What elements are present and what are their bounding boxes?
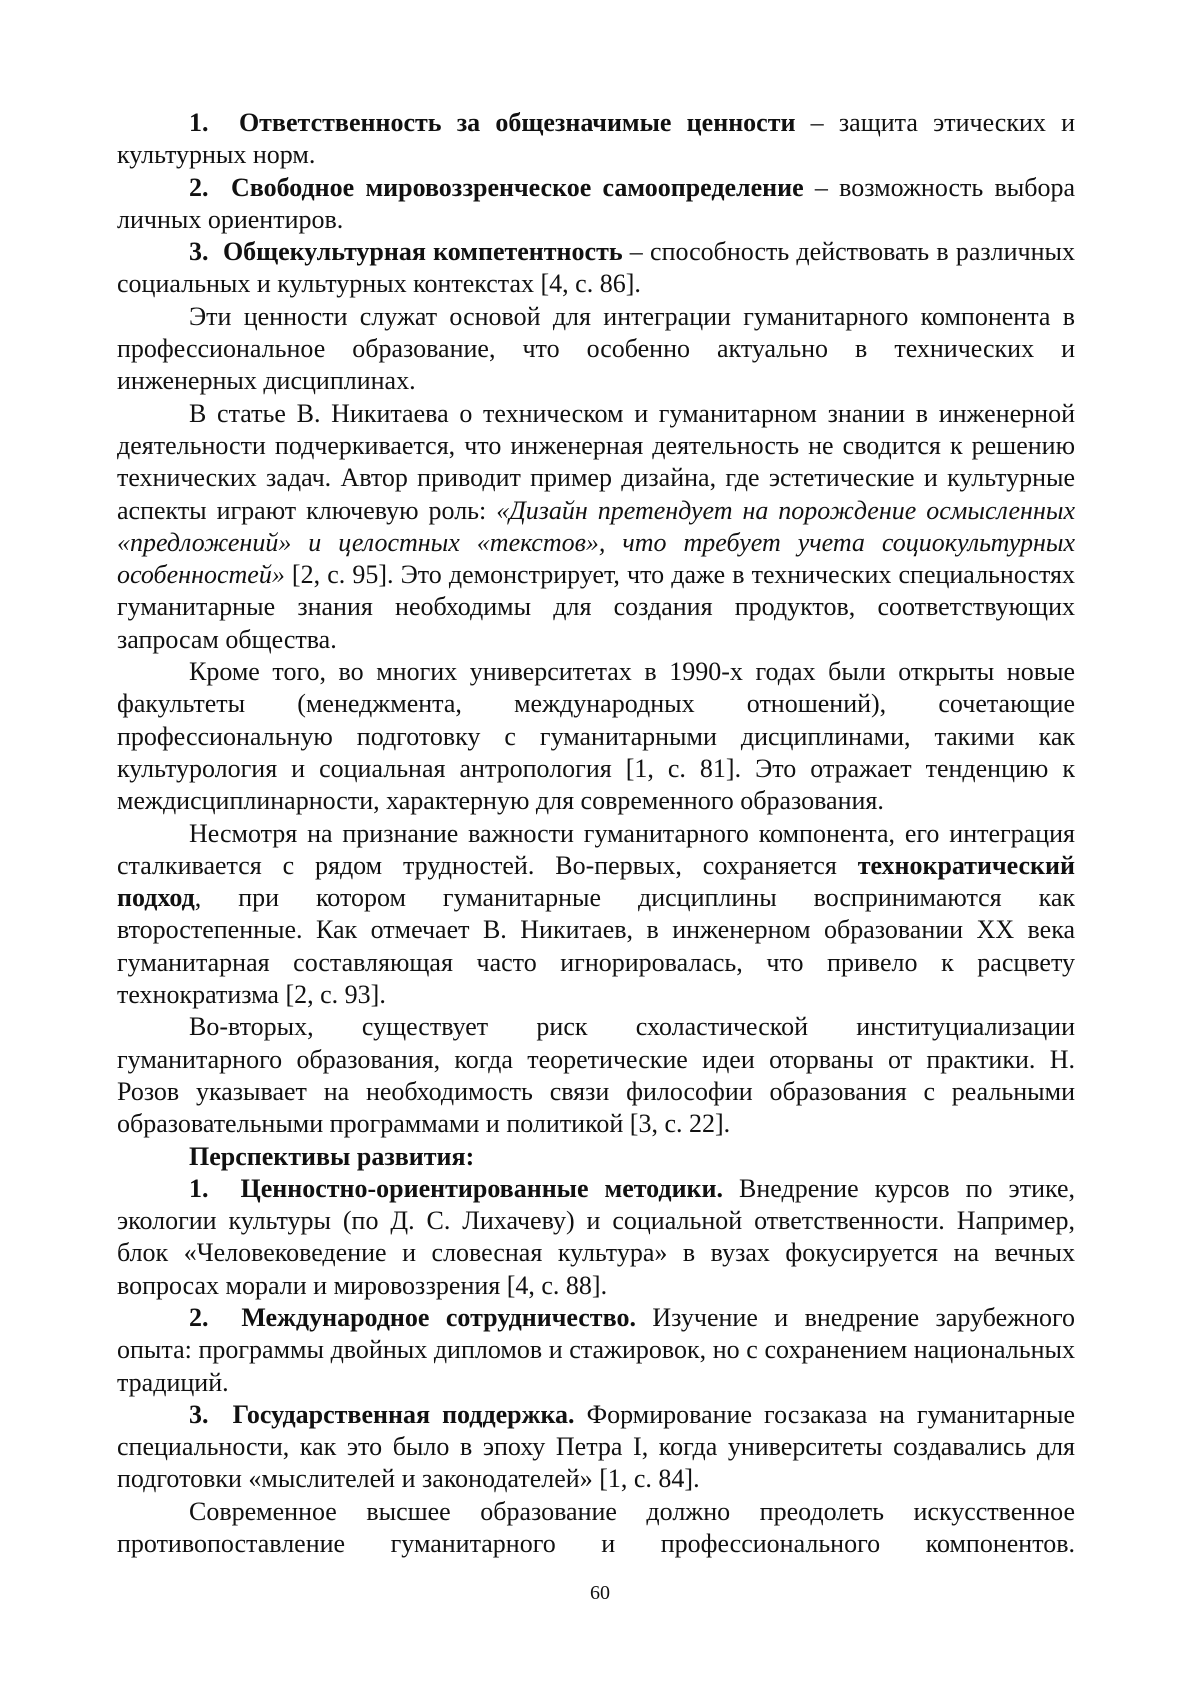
values-item-1-term: Ответственность за общезначимые ценности [238, 108, 796, 137]
perspective-item-1 [117, 1173, 1075, 1302]
paragraph-final: Современное высшее образование должно преодолеть искусственное противопоставление гуманитарного и профессионального компонентов. [117, 1496, 1075, 1559]
section-heading-perspectives: Перспективы развития: [189, 1141, 475, 1171]
values-item-1 [117, 107, 1075, 172]
technocratic-term: технократический подход [117, 850, 1075, 913]
paragraph-nikitaev-intro: В статье В. Никитаева о техническом и гуманитарном знании в инженерной деятельности подчеркивается, что инженерная деятельность не сводится к решению технических задач. Автор приводит пример дизайна, где эстетические и культурные аспекты играют ключевую роль: [117, 398, 1075, 525]
perspective-item-1-text: Внедрение курсов по этике, экологии культуры (по Д. С. Лихачеву) и социальной ответственности. Например, блок «Человековедение и словесная культура» в вузах фокусируется на вечных вопросах морали и мировоззрения [4, с. 88]. [117, 1173, 1076, 1300]
values-item-3 [117, 236, 1075, 301]
paragraph-nikitaev-design [117, 398, 1075, 656]
paragraph-technocratic [117, 818, 1075, 1012]
perspective-item-2 [117, 1302, 1075, 1399]
perspective-item-3-number: 3. [189, 1399, 209, 1429]
paragraph-technocratic-rest: , при котором гуманитарные дисциплины воспринимаются как второстепенные. Как отмечает В. Никитаев, в инженерном образовании XX века гуманитарная составляющая часто игнорировалась, что привело к расцвету технократизма [2, с. 93]. [117, 883, 1075, 1010]
perspective-item-1-number: 1. [189, 1173, 209, 1203]
values-item-3-term: Общекультурная компетентность [222, 237, 623, 267]
values-item-2-number: 2. [189, 172, 209, 202]
paragraph-new-faculties: Кроме того, во многих университетах в 1990-х годах были открыты новые факультеты (менеджмента, международных отношений), сочетающие профессиональную подготовку с гуманитарными дисциплинами, такими как культурология и социальная антропология [1, с. 81]. Это отражает тенденцию к междисциплинарности, характерную для современного образования. [117, 657, 1075, 816]
perspective-item-2-number: 2. [189, 1302, 209, 1332]
paragraph-scholastic: Во-вторых, существует риск схоластической институциализации гуманитарного образования, когда теоретические идеи оторваны от практики. Н. Розов указывает на необходимость связи философии образования с реальными образовательными программами и политикой [3, с. 22]. [117, 1012, 1075, 1139]
paragraph-nikitaev-conclusion: [2, с. 95]. Это демонстрирует, что даже в технических специальностях гуманитарные знания необходимы для создания продуктов, соответствующих запросам общества. [117, 560, 1075, 654]
perspective-item-3-term: Государственная поддержка. [232, 1399, 575, 1429]
paragraph-values-basis: Эти ценности служат основой для интеграции гуманитарного компонента в профессиональное образование, что особенно актуально в технических и инженерных дисциплинах. [117, 301, 1075, 396]
perspective-item-3 [117, 1399, 1075, 1496]
values-item-3-number: 3. [189, 237, 209, 267]
document-page [117, 107, 1075, 1560]
values-item-2-text: – возможность выбора личных ориентиров. [117, 172, 1076, 234]
paragraph-technocratic-intro: Несмотря на признание важности гуманитарного компонента, его интеграция сталкивается с рядом трудностей. Во-первых, сохраняется [117, 818, 1075, 880]
values-item-1-number: 1. [189, 108, 209, 137]
values-item-1-text: – защита этических и культурных норм. [117, 108, 1076, 170]
perspective-item-1-term: Ценностно-ориентированные методики. [240, 1173, 724, 1203]
values-item-2-term: Свободное мировоззренческое самоопределение [230, 172, 804, 202]
perspective-item-2-text: Изучение и внедрение зарубежного опыта: программы двойных дипломов и стажировок, но с сохранением национальных традиций. [117, 1302, 1076, 1397]
perspective-item-2-term: Международное сотрудничество. [241, 1302, 636, 1332]
values-item-3-text: – способность действовать в различных социальных и культурных контекстах [4, с. 86]. [117, 237, 1075, 299]
page-number: 60 [590, 1582, 610, 1604]
design-quote: «Дизайн претендует на порождение осмысленных «предложений» и целостных «текстов», что требует учета социокультурных особенностей» [117, 495, 1075, 590]
perspective-item-3-text: Формирование госзаказа на гуманитарные специальности, как это было в эпоху Петра I, когда университеты создавались для подготовки «мыслителей и законодателей» [1, с. 84]. [117, 1399, 1076, 1494]
values-item-2 [117, 172, 1075, 237]
